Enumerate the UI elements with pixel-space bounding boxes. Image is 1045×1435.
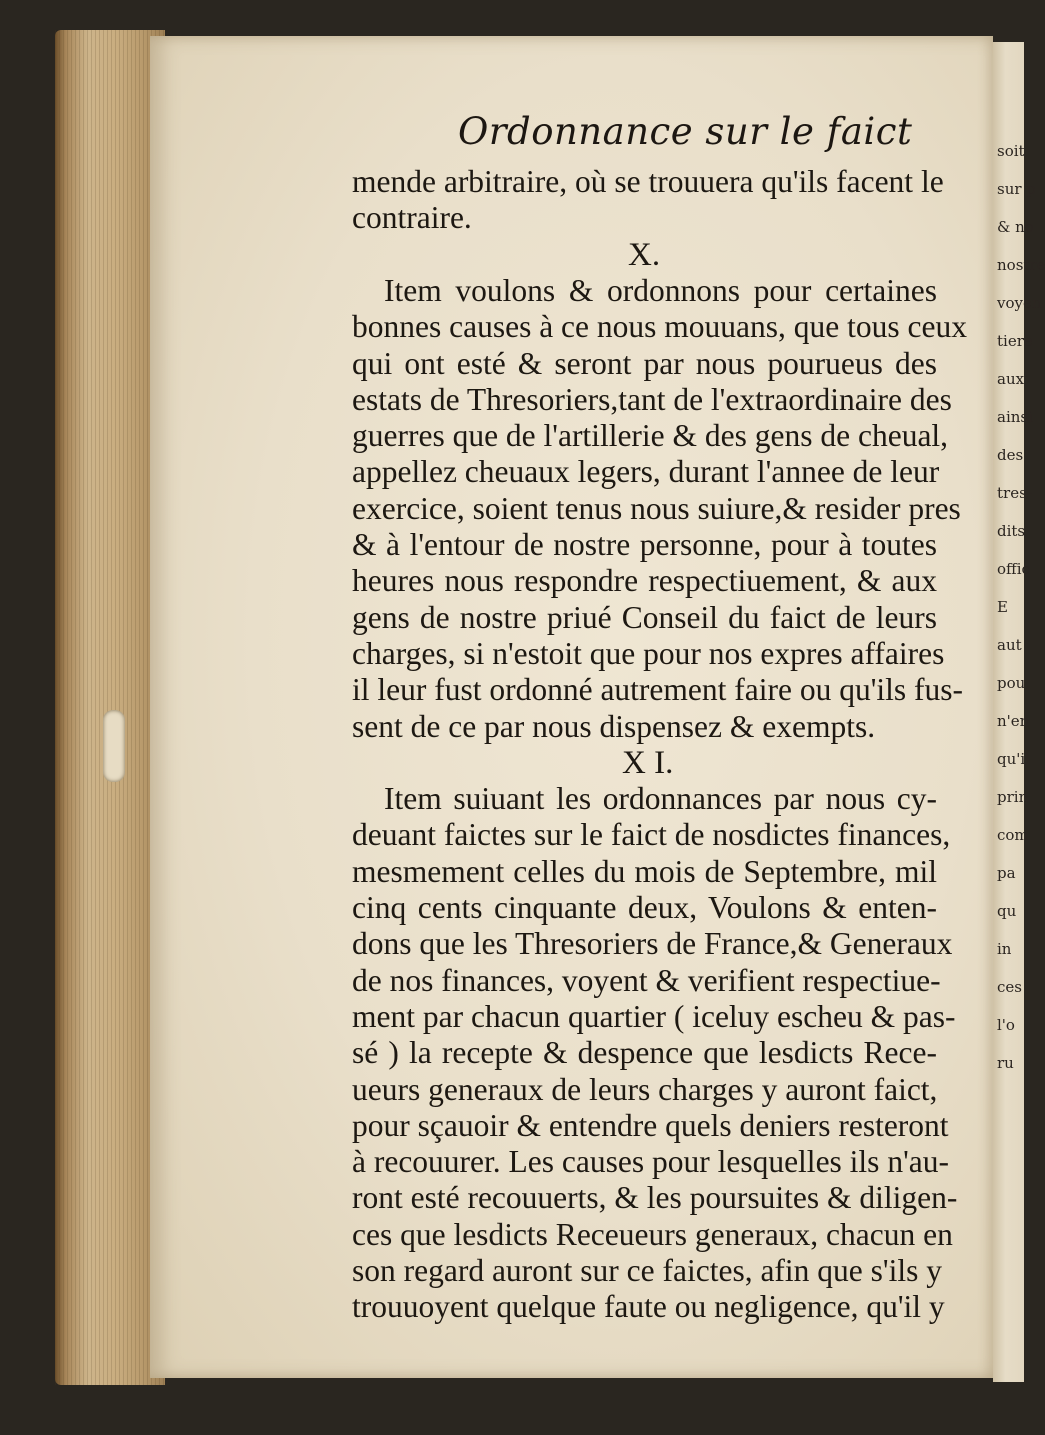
text-line: de nos finances, voyent & verifient respectiue- xyxy=(352,962,941,998)
facing-page-fragment: tres- xyxy=(997,484,1032,502)
text-line: ces que lesdicts Receueurs generaux, chacun en xyxy=(352,1216,953,1252)
text-line: contraire. xyxy=(352,200,472,236)
text-line: sé ) la recepte & despence que lesdicts Rece- xyxy=(352,1035,937,1071)
text-line: son regard auront sur ce faictes, afin que s'ils y xyxy=(352,1253,942,1288)
text-line: Item voulons & ordonnons pour certaines xyxy=(384,272,937,308)
facing-page-fragment: voyen xyxy=(997,294,1042,312)
facing-page-fragment: E xyxy=(997,598,1008,616)
text-line: heures nous respondre respectiuement, & aux xyxy=(352,563,937,599)
text-line: qui ont esté & seront par nous pourueus des xyxy=(352,345,937,381)
facing-page-fragment: nostre xyxy=(997,256,1045,274)
facing-page-fragment: ces xyxy=(997,978,1022,996)
facing-page-fragment: ru xyxy=(997,1054,1014,1072)
facing-page-fragment: l'o xyxy=(997,1016,1015,1034)
text-line: charges, si n'estoit que pour nos expres affaires xyxy=(352,635,945,671)
book-edge xyxy=(55,30,165,1385)
facing-page-fragment: & no xyxy=(997,218,1034,236)
text-line: deuant faictes sur le faict de nosdictes finances, xyxy=(352,817,951,853)
section-number: X I. xyxy=(622,744,674,781)
text-line: ment par chacun quartier ( iceluy escheu & pas- xyxy=(352,998,956,1034)
facing-page-fragment: prin xyxy=(997,788,1029,806)
facing-page-fragment: com xyxy=(997,826,1029,844)
text-line: gens de nostre priué Conseil du faict de leurs xyxy=(352,599,937,635)
facing-page-fragment: dits xyxy=(997,522,1026,540)
facing-page-fragment: soit xyxy=(997,142,1025,160)
facing-page-fragment: qu'il xyxy=(997,750,1030,768)
text-line: & à l'entour de nostre personne, pour à toutes xyxy=(352,527,937,562)
text-line: il leur fust ordonné autrement faire ou qu'ils fus- xyxy=(352,672,964,708)
facing-page-fragment: tiere xyxy=(997,332,1033,350)
section-number: X. xyxy=(628,236,661,273)
text-line: estats de Thresoriers,tant de l'extraordinaire des xyxy=(352,381,952,417)
facing-page-fragment: offic xyxy=(997,560,1030,578)
facing-page-fragment: qu xyxy=(997,902,1017,920)
text-line: ront esté recouuerts, & les poursuites & diligen- xyxy=(352,1180,958,1216)
facing-page-fragment: n'en xyxy=(997,712,1030,730)
text-line: cinq cents cinquante deux, Voulons & enten- xyxy=(352,890,937,925)
text-line: mesmement celles du mois de Septembre, mil xyxy=(352,853,937,889)
text-line: trouuoyent quelque faute ou negligence, qu'il y xyxy=(352,1289,945,1325)
facing-page-fragment: aut xyxy=(997,636,1022,654)
text-line: dons que les Thresoriers de France,& Generaux xyxy=(352,926,953,962)
text-line: appellez cheuaux legers, durant l'annee de leur xyxy=(352,454,940,490)
facing-page-fragment: ainsi xyxy=(997,408,1033,426)
facing-page-fragment: des xyxy=(997,446,1024,464)
clasp-remnant xyxy=(103,710,125,782)
text-line: sent de ce par nous dispensez & exempts. xyxy=(352,708,876,744)
facing-page-fragment: aux xyxy=(997,370,1025,388)
text-line: exercice, soient tenus nous suiure,& resider pres xyxy=(352,490,961,526)
text-line: à recouurer. Les causes pour lesquelles ils n'au- xyxy=(352,1144,949,1180)
text-line: Item suiuant les ordonnances par nous cy- xyxy=(384,781,937,817)
running-header: Ordonnance sur le faict xyxy=(458,110,913,153)
text-line: pour sçauoir & entendre quels deniers resteront xyxy=(352,1107,949,1143)
facing-page-fragment: sur p xyxy=(997,180,1036,198)
text-line: ueurs generaux de leurs charges y auront faict, xyxy=(352,1071,938,1107)
text-line: mende arbitraire, où se trouuera qu'ils facent le xyxy=(352,164,944,199)
facing-page-fragment: in xyxy=(997,940,1012,958)
facing-page-fragment: pou xyxy=(997,674,1026,692)
text-line: guerres que de l'artillerie & des gens de cheual, xyxy=(352,418,949,454)
facing-page-strip xyxy=(993,42,1045,1382)
facing-page-fragment: pa xyxy=(997,864,1016,882)
text-line: bonnes causes à ce nous mouuans, que tous ceux xyxy=(352,309,967,345)
